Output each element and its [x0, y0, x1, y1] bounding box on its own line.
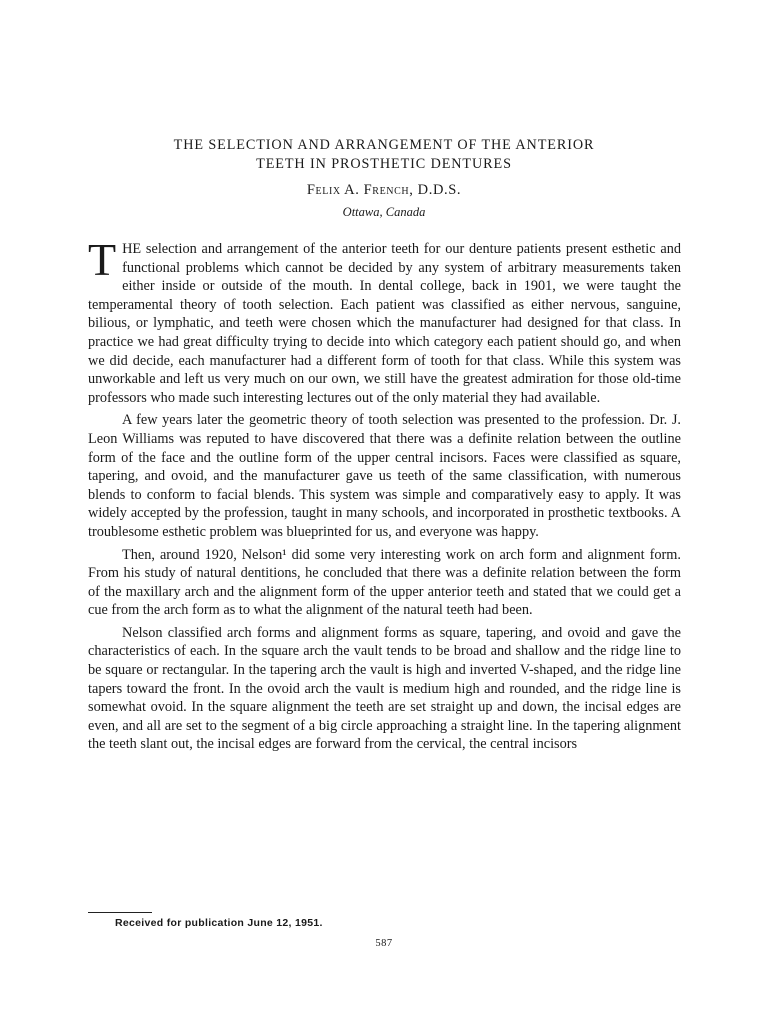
author-name: Felix A. French, D.D.S.: [306, 182, 462, 198]
footnote-divider: [88, 912, 152, 913]
article-title: [60, 136, 708, 174]
paragraph-1: [88, 234, 681, 407]
footnote: Received for publication June 12, 1951.: [115, 917, 323, 929]
drop-cap: T: [88, 234, 117, 285]
page-number: 587: [375, 938, 393, 949]
article-body: [88, 234, 681, 754]
paragraph-2: A few years later the geometric theory of tooth selection was presented to the profession. Dr. J. Leon Williams was reputed to have discovered that there was a definite relation between the outline form of the face and the outline form of the upper central incisors. Faces were classified as square, tapering, and ovoid, and the manufacturer gave us teeth of the same classification, with numerous blends to conform to facial blends. This system was simple and comparatively easy to apply. It was widely accepted by the profession, taught in many schools, and incorporated in prosthetic textbooks. A troublesome esthetic problem was blueprinted for us, and everyone was happy.: [88, 412, 681, 540]
article-title-line-1: THE SELECTION AND ARRANGEMENT OF THE ANTERIOR: [173, 137, 595, 153]
paragraph-4: Nelson classified arch forms and alignment forms as square, tapering, and ovoid and gave the characteristics of each. In the square arch the vault tends to be broad and shallow and the ridge line to be square or rectangular. In the tapering arch the vault is high and inverted V-shaped, and the ridge line tapers toward the front. In the ovoid arch the vault is medium high and rounded, and the ridge line is somewhat ovoid. In the square alignment the teeth are set straight up and down, the incisal edges are even, and all are set to the segment of a big circle approaching a straight line. In the tapering alignment the teeth slant out, the incisal edges are forward from the cervical, the central incisors: [88, 624, 681, 753]
article-title-line-2: TEETH IN PROSTHETIC DENTURES: [256, 156, 512, 172]
paragraph-1-text: HE selection and arrangement of the anterior teeth for our denture patients present esthetic and functional problems which cannot be decided by any system of arbitrary measurements taken either inside or outside of the mouth. In dental college, back in 1901, we were taught the temperamental theory of tooth selection. Each patient was classified as either nervous, sanguine, bilious, or lymphatic, and teeth were chosen which the manufacturer had designed for that class. In practice we had great difficulty trying to decide into which category each patient should go, and when we did decide, each manufacturer had a different form of tooth for that class. While this system was unworkable and left us very much on our own, we still have the greatest admiration for those old-time professors who made such interesting lectures out of the only material they had available.: [88, 241, 681, 406]
paragraph-3: Then, around 1920, Nelson¹ did some very interesting work on arch form and alignment form. From his study of natural dentitions, he concluded that there was a definite relation between the form of the maxillary arch and the alignment form of the upper anterior teeth and stated that we could get a cue from the arch form as to what the alignment of the natural teeth had been.: [88, 546, 681, 619]
author-affiliation: Ottawa, Canada: [342, 205, 426, 219]
